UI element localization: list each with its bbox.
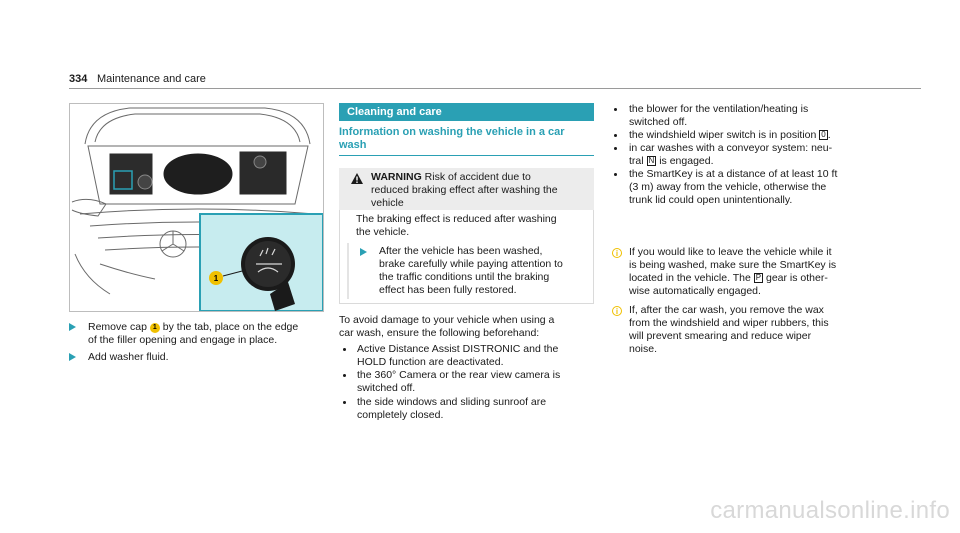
callout-badge-1: 1 [150, 323, 160, 333]
engine-bay-illustration [69, 103, 324, 312]
list-item [339, 369, 599, 396]
step-text-a: Remove cap [88, 321, 150, 333]
bullet-line: trunk lid could open unintentionally. [629, 194, 793, 206]
bullet-icon [614, 108, 617, 111]
step-text-c: of the filler opening and engage in place. [88, 334, 278, 346]
wiper-position-0-key: 0 [821, 130, 826, 139]
intro-line: car wash, ensure the following beforehand: [339, 327, 540, 339]
bullet-icon [343, 401, 346, 404]
warning-label: WARNING [371, 171, 422, 183]
header-rule [69, 88, 921, 89]
bullet-line: tral [629, 155, 647, 167]
warning-body [356, 213, 591, 239]
subtitle-line-1: Information on washing the vehicle in a car [339, 126, 565, 138]
info-icon: i [612, 248, 622, 258]
intro-line: To avoid damage to your vehicle when using a [339, 314, 555, 326]
note-line: If you would like to leave the vehicle while it [629, 246, 832, 258]
neutral-gear-key: N [648, 156, 655, 165]
note-line: located in the vehicle. The [629, 272, 754, 284]
list-item [610, 142, 870, 168]
note-line: If, after the car wash, you remove the wax [629, 304, 824, 316]
bullet-line: is engaged. [656, 155, 714, 167]
note-line: will prevent smearing and reduce wiper [629, 330, 812, 342]
section-title: Cleaning and care [347, 106, 442, 118]
step-remove-cap [69, 321, 334, 347]
bullet-icon [614, 147, 617, 150]
warning-action-bar [347, 243, 349, 299]
bullet-line: HOLD function are deactivated. [357, 356, 504, 368]
bullet-line: the side windows and sliding sunroof are [357, 396, 547, 408]
page-number: 334 [69, 73, 88, 85]
step-text: Add washer fluid. [88, 351, 169, 363]
action-line: After the vehicle has been washed, [379, 245, 543, 257]
section-title-bar [339, 103, 594, 121]
bullet-line: switched off. [357, 382, 416, 394]
note-line: from the windshield and wiper rubbers, this [629, 317, 829, 329]
step-text-b: by the tab, place on the edge [159, 321, 299, 333]
action-line: effect has been fully restored. [379, 284, 517, 296]
warning-head-1: Risk of accident due to [421, 171, 531, 183]
step-arrow-icon [69, 353, 76, 361]
bullet-line: in car washes with a conveyor system: neu- [629, 142, 833, 154]
list-item [610, 168, 870, 207]
list-item [610, 129, 870, 142]
note-remove-wax [610, 304, 880, 356]
warning-head-2: reduced braking effect after washing the [371, 184, 558, 196]
figure-callout-1: 1 [213, 274, 219, 283]
section-subtitle [339, 126, 594, 152]
step-add-fluid [69, 351, 324, 364]
note-line: is being washed, make sure the SmartKey is [629, 259, 837, 271]
bullet-line: the SmartKey is at a distance of at least 10 ft [629, 168, 838, 180]
bullet-line: switched off. [629, 116, 688, 128]
bullet-icon [343, 348, 346, 351]
bullet-line: Active Distance Assist DISTRONIC and the [357, 343, 559, 355]
right-bullet-list [610, 103, 870, 207]
bullet-line: (3 m) away from the vehicle, otherwise the [629, 181, 827, 193]
list-item [339, 343, 599, 369]
bullet-icon [614, 173, 617, 176]
warning-body-1: The braking effect is reduced after washing [356, 213, 557, 225]
bullet-line: . [827, 129, 831, 141]
warning-triangle-icon [351, 173, 363, 184]
list-item [610, 103, 870, 129]
warning-body-2: the vehicle. [356, 226, 410, 238]
watermark: carmanualsonline.info [710, 497, 950, 524]
warning-action [379, 245, 591, 297]
bullet-icon [614, 134, 617, 137]
action-line: brake carefully while paying attention to [379, 258, 563, 270]
step-arrow-icon [69, 323, 76, 331]
page-header-title: Maintenance and care [97, 73, 206, 85]
mid-bullet-list [339, 343, 599, 422]
action-line: the traffic conditions until the braking [379, 271, 550, 283]
bullet-line: the 360° Camera or the rear view camera is [357, 369, 561, 381]
warning-heading [371, 171, 591, 210]
note-leave-vehicle [610, 246, 880, 298]
engine-bay-drawing [70, 104, 323, 311]
note-line: gear is other- [763, 272, 828, 284]
bullet-line: completely closed. [357, 409, 444, 421]
subtitle-rule [339, 155, 594, 156]
note-line: noise. [629, 343, 658, 355]
note-line: wise automatically engaged. [629, 285, 761, 297]
park-gear-key: P [755, 273, 762, 282]
action-arrow-icon [360, 248, 367, 256]
info-icon: i [612, 306, 622, 316]
list-item [339, 396, 599, 422]
warning-head-3: vehicle [371, 197, 404, 209]
bullet-line: the blower for the ventilation/heating is [629, 103, 809, 115]
bullet-line: the windshield wiper switch is in position [629, 129, 820, 141]
bullet-icon [343, 374, 346, 377]
subtitle-line-2: wash [339, 139, 367, 151]
intro-text [339, 314, 599, 340]
